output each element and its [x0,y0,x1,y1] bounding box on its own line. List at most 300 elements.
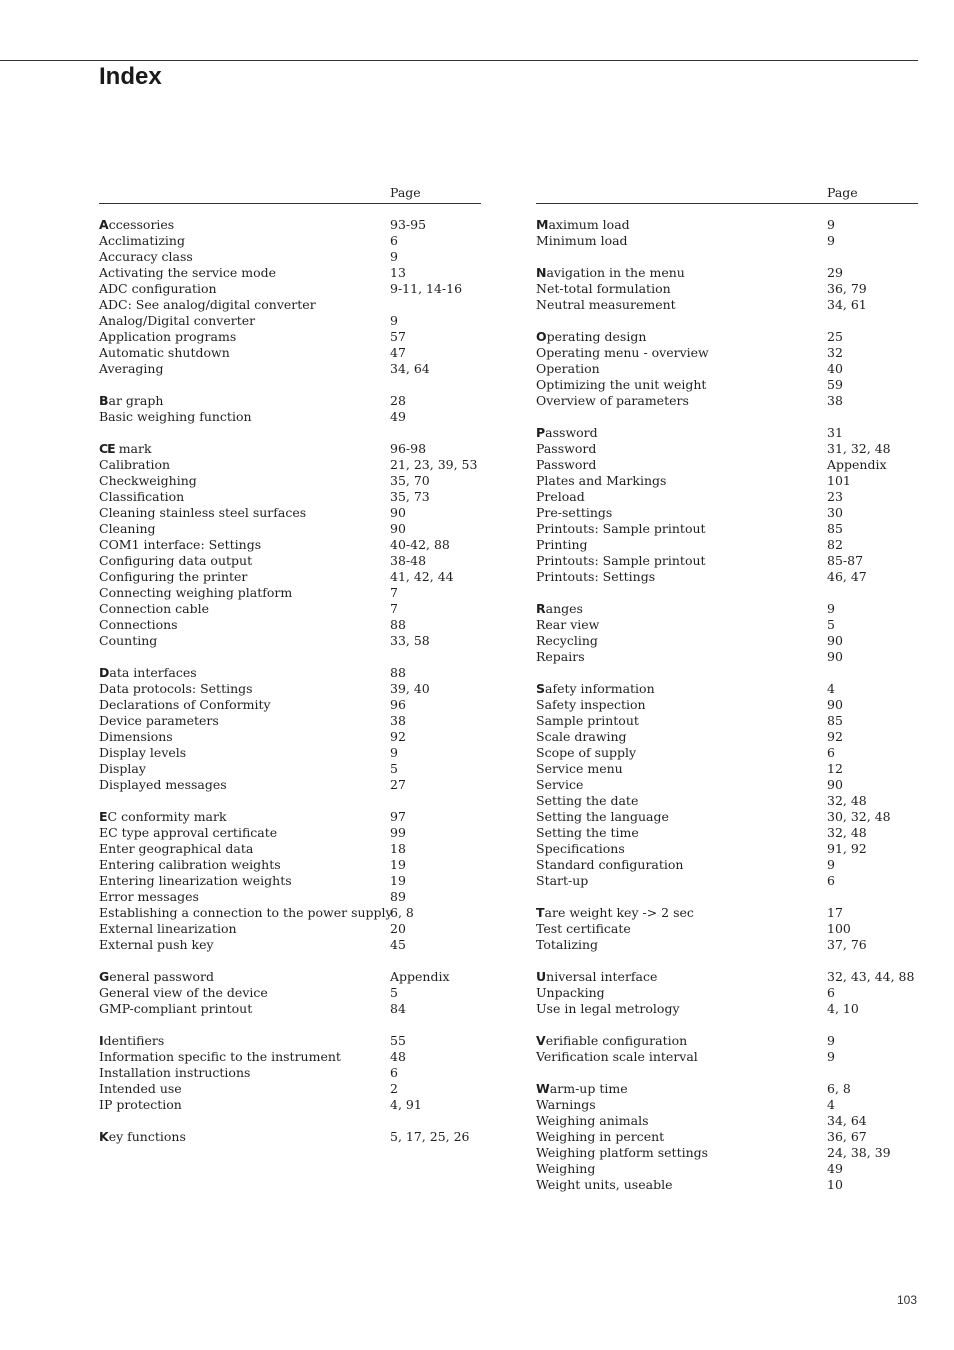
index-term-text: afety information [545,681,655,696]
index-term-text: Verification scale interval [536,1049,698,1064]
index-page-ref: 19 [390,857,406,872]
index-initial-letter: V [536,1033,546,1048]
index-entry [99,1081,481,1097]
index-term [99,249,193,265]
index-page-ref: 85-87 [827,553,864,568]
index-groups [99,217,481,1145]
index-entry [99,329,481,345]
index-entry [536,937,918,953]
index-term-text: Configuring data output [99,553,253,568]
index-term-text: Printouts: Sample printout [536,521,706,536]
index-term-text: Scale drawing [536,729,627,744]
index-term-text: anges [545,601,583,616]
index-term-text: Warnings [536,1097,596,1112]
index-initial-letter: R [536,601,546,616]
index-page-ref: 9 [827,1033,835,1048]
index-entry [99,537,481,553]
column-header [536,184,918,204]
index-term-text: Calibration [99,457,171,472]
index-term-text: ar graph [108,393,164,408]
index-entry [99,601,481,617]
index-letter-group [99,1033,481,1113]
index-page-ref: 9 [827,857,835,872]
index-entry [99,281,481,297]
index-letter-group [99,969,481,1017]
index-entry [536,905,918,921]
index-page-ref: 41, 42, 44 [390,569,454,584]
index-term-text: ey functions [108,1129,186,1144]
index-page-ref: 21, 23, 39, 53 [390,457,478,472]
index-page-ref: 36, 67 [827,1129,867,1144]
index-entry [99,633,481,649]
index-term [536,217,630,233]
index-page-ref: 46, 47 [827,569,867,584]
index-term [536,1145,708,1161]
index-entry [536,361,918,377]
index-letter-group [536,1033,918,1065]
index-entry [99,1065,481,1081]
index-page-ref: 34, 64 [390,361,430,376]
index-page-ref: 25 [827,329,843,344]
index-page-ref: 19 [390,873,406,888]
index-entry [99,745,481,761]
index-entry [536,1177,918,1193]
index-page-ref: 49 [390,409,406,424]
index-term [99,633,157,649]
index-term [536,745,636,761]
index-entry [536,505,918,521]
index-page-ref: 34, 61 [827,297,867,312]
index-letter-group [536,905,918,953]
index-term [536,633,598,649]
index-page-ref: 31 [827,425,843,440]
index-term-text: niversal interface [546,969,658,984]
index-term-text: Checkweighing [99,473,197,488]
index-entry [536,1145,918,1161]
index-term [99,1081,182,1097]
index-term-text: EC type approval certificate [99,825,278,840]
index-term [536,521,706,537]
index-page-ref: 37, 76 [827,937,867,952]
index-initial-letter: T [536,905,545,920]
index-term-text: Analog/Digital converter [99,313,256,328]
index-page-ref: 99 [390,825,406,840]
index-page-ref: 55 [390,1033,406,1048]
index-term [536,777,583,793]
index-term [99,297,316,313]
index-entry [536,1001,918,1017]
index-page-ref: 39, 40 [390,681,430,696]
index-term-text: General view of the device [99,985,268,1000]
index-page-ref: 9 [827,233,835,248]
index-term [99,281,217,297]
index-page-ref: 4, 10 [827,1001,859,1016]
index-page-ref: 6, 8 [390,905,414,920]
index-term-text: perating design [546,329,647,344]
index-term [99,825,277,841]
index-page-ref: 92 [827,729,843,744]
index-entry [536,633,918,649]
index-term [536,393,689,409]
index-page-ref: 30, 32, 48 [827,809,891,824]
index-letter-group [536,329,918,409]
index-term [99,1097,182,1113]
index-entry [536,793,918,809]
index-letter-group [536,265,918,313]
page-title: Index [99,63,162,90]
index-term-text: External push key [99,937,214,952]
index-entry [99,313,481,329]
index-entry [99,265,481,281]
index-page-ref: 35, 73 [390,489,430,504]
index-initial-letter: S [536,681,546,696]
index-term [99,873,292,889]
index-page-ref: 33, 58 [390,633,430,648]
index-page-ref: 9 [827,601,835,616]
index-term-text: Net-total formulation [536,281,671,296]
index-entry [99,217,481,233]
index-page-ref: 101 [827,473,851,488]
index-term-text: Automatic shutdown [99,345,230,360]
index-term-text: GMP-compliant printout [99,1001,253,1016]
index-page-ref: 18 [390,841,406,856]
index-entry [99,921,481,937]
index-term-text: Accuracy class [99,249,193,264]
index-term [536,329,646,345]
index-term-text: Weight units, useable [536,1177,673,1192]
index-initial-letter: W [536,1081,550,1096]
index-letter-group [536,217,918,249]
index-term [536,649,585,665]
index-entry [99,617,481,633]
index-page-ref: 88 [390,617,406,632]
index-column-right [536,184,918,1209]
index-entry [99,409,481,425]
index-page-ref: 97 [390,809,406,824]
index-term-text: Connecting weighing platform [99,585,293,600]
index-term [536,729,627,745]
index-entry [536,377,918,393]
index-page-ref: 7 [390,585,398,600]
index-term-text: Overview of parameters [536,393,689,408]
index-page-ref: 20 [390,921,406,936]
index-page-ref: 6 [827,985,835,1000]
index-entry [536,1033,918,1049]
index-term [99,489,184,505]
index-term-text: arm-up time [549,1081,628,1096]
index-term [536,441,596,457]
index-term [99,1049,341,1065]
index-entry [536,729,918,745]
index-entry [99,473,481,489]
index-term [536,921,631,937]
index-term-text: Printing [536,537,588,552]
index-entry [536,553,918,569]
index-term [99,857,281,873]
index-page-ref: 7 [390,601,398,616]
index-term-text: Weighing in percent [536,1129,665,1144]
index-initial-letter: O [536,329,547,344]
index-letter-group [99,217,481,377]
page-number: 103 [896,1293,917,1307]
index-entry [536,601,918,617]
index-term [536,1001,680,1017]
index-entry [536,457,918,473]
index-term [99,569,247,585]
index-term-text: Intended use [99,1081,182,1096]
index-initial-letter: N [536,265,547,280]
index-entry [536,281,918,297]
index-term [99,441,152,457]
index-term [99,617,178,633]
index-term-text: COM1 interface: Settings [99,537,262,552]
index-term-text: Weighing platform settings [536,1145,709,1160]
index-term [99,777,227,793]
index-term [99,361,163,377]
index-entry [536,329,918,345]
index-entry [536,233,918,249]
index-initial-letter: D [99,665,110,680]
index-page-ref: 35, 70 [390,473,430,488]
index-page-ref: 4, 91 [390,1097,422,1112]
index-page-ref: 96 [390,697,406,712]
index-entry [536,713,918,729]
index-term-text: Cleaning stainless steel surfaces [99,505,307,520]
index-entry [99,345,481,361]
index-entry [99,729,481,745]
index-term-text: Averaging [99,361,164,376]
index-page-ref: 23 [827,489,843,504]
index-term [99,329,236,345]
index-term-text: Activating the service mode [99,265,277,280]
index-term [99,905,393,921]
index-page-ref: 4 [827,681,835,696]
index-term-text: Counting [99,633,158,648]
index-entry [99,985,481,1001]
index-page-ref: 90 [827,633,843,648]
index-initial-letter: K [99,1129,109,1144]
index-term [99,665,197,681]
index-term [536,297,676,313]
index-letter-group [99,441,481,649]
index-page-ref: 10 [827,1177,843,1192]
index-entry [99,233,481,249]
index-entry [536,617,918,633]
index-entry [99,969,481,985]
index-term [99,521,156,537]
index-term-text: Printouts: Sample printout [536,553,706,568]
index-term [536,281,671,297]
index-initial-letter: E [99,809,108,824]
index-term-text: Establishing a connection to the power supply [99,905,393,920]
index-page-ref: 29 [827,265,843,280]
index-term [99,985,268,1001]
index-page-ref: 31, 32, 48 [827,441,891,456]
index-page-ref: Appendix [390,969,450,984]
index-entry [99,441,481,457]
index-entry [536,1049,918,1065]
index-entry [99,585,481,601]
index-term-text: eneral password [109,969,214,984]
index-term-text: External linearization [99,921,237,936]
index-term [536,569,655,585]
index-page-ref: 48 [390,1049,406,1064]
index-term-text: Dimensions [99,729,173,744]
index-entry [536,697,918,713]
index-page-ref: 90 [827,777,843,792]
index-letter-group [536,681,918,889]
index-term-text: Installation instructions [99,1065,251,1080]
index-entry [99,457,481,473]
index-term [536,1177,672,1193]
index-term [536,553,706,569]
index-page-ref: 6 [827,873,835,888]
index-term [536,809,669,825]
index-entry [536,969,918,985]
index-term [99,1001,252,1017]
index-term-text: Error messages [99,889,199,904]
index-term-text: Recycling [536,633,598,648]
index-entry [536,297,918,313]
index-page-ref: 40 [827,361,843,376]
index-term-text: Pre-settings [536,505,613,520]
index-term [536,841,625,857]
index-term [99,313,255,329]
index-term-text: mark [114,441,152,456]
index-term-text: Basic weighing function [99,409,252,424]
index-entry [536,1113,918,1129]
index-term-text: Password [536,441,597,456]
index-page-ref: 17 [827,905,843,920]
index-entry [536,217,918,233]
index-page-ref: 38-48 [390,553,427,568]
index-page-ref: 9 [827,217,835,232]
index-page-ref: 45 [390,937,406,952]
index-term [99,809,227,825]
index-entry [99,697,481,713]
index-term-text: Setting the time [536,825,639,840]
index-term-text: Start-up [536,873,589,888]
index-term [99,553,252,569]
index-term-text: Displayed messages [99,777,227,792]
index-term [536,265,685,281]
index-term-text: Connection cable [99,601,210,616]
index-entry [99,569,481,585]
index-term [536,825,639,841]
index-term [536,457,596,473]
index-page-ref: 34, 64 [827,1113,867,1128]
index-entry [99,297,481,313]
index-term-text: Printouts: Settings [536,569,656,584]
index-entry [536,1097,918,1113]
index-page-ref: 82 [827,537,843,552]
index-entry [536,537,918,553]
index-term-text: dentifiers [103,1033,165,1048]
index-term [536,473,666,489]
index-letter-group [536,601,918,665]
index-term [99,729,173,745]
index-term-text: C conformity mark [107,809,227,824]
index-term-text: Safety inspection [536,697,646,712]
index-page-ref: 30 [827,505,843,520]
index-term [99,713,219,729]
index-page-ref: 38 [390,713,406,728]
index-page-ref: 96-98 [390,441,427,456]
index-initial-letter: G [99,969,110,984]
index-term [99,217,174,233]
index-term-text: Totalizing [536,937,598,952]
index-term [536,361,600,377]
index-term [99,1033,164,1049]
index-entry [536,521,918,537]
index-page-ref: 6, 8 [827,1081,851,1096]
index-term-text: Test certificate [536,921,631,936]
index-term [99,761,146,777]
index-term [99,601,209,617]
index-term [536,617,599,633]
index-term-text: Cleaning [99,521,156,536]
index-term-text: Plates and Markings [536,473,667,488]
index-term-text: Scope of supply [536,745,637,760]
index-term-text: Minimum load [536,233,628,248]
index-column-left [99,184,481,1161]
index-term [99,697,271,713]
index-term [99,969,214,985]
index-entry [536,345,918,361]
index-entry [99,873,481,889]
index-term [536,1049,698,1065]
index-term [99,505,306,521]
index-page-ref: 9-11, 14-16 [390,281,463,296]
index-entry [536,649,918,665]
index-term-text: Application programs [99,329,237,344]
index-entry [536,857,918,873]
index-term [536,985,605,1001]
index-term [99,921,237,937]
index-term-text: ccessories [108,217,175,232]
index-entry [536,681,918,697]
index-entry [99,1129,481,1145]
index-page-ref: 9 [827,1049,835,1064]
index-term [99,681,253,697]
index-term [536,681,655,697]
index-entry [536,809,918,825]
index-page-ref: 90 [390,505,406,520]
index-term-text: Configuring the printer [99,569,248,584]
index-term [99,889,199,905]
index-page-ref: 12 [827,761,843,776]
index-initial-letter: I [99,1033,104,1048]
index-term [536,233,628,249]
index-term [536,425,598,441]
index-page-ref: 5, 17, 25, 26 [390,1129,470,1144]
index-page-ref: 84 [390,1001,406,1016]
index-letter-group [99,393,481,425]
column-header [99,184,481,204]
index-term [99,585,292,601]
index-letter-group [99,809,481,953]
index-term [99,265,276,281]
index-entry [536,393,918,409]
index-entry [536,921,918,937]
index-term [99,345,230,361]
index-page-ref: 5 [827,617,835,632]
index-groups [536,217,918,1193]
index-term-text: Rear view [536,617,600,632]
index-term-text: Setting the language [536,809,669,824]
index-term-text: Specifications [536,841,625,856]
index-term-text: Preload [536,489,585,504]
